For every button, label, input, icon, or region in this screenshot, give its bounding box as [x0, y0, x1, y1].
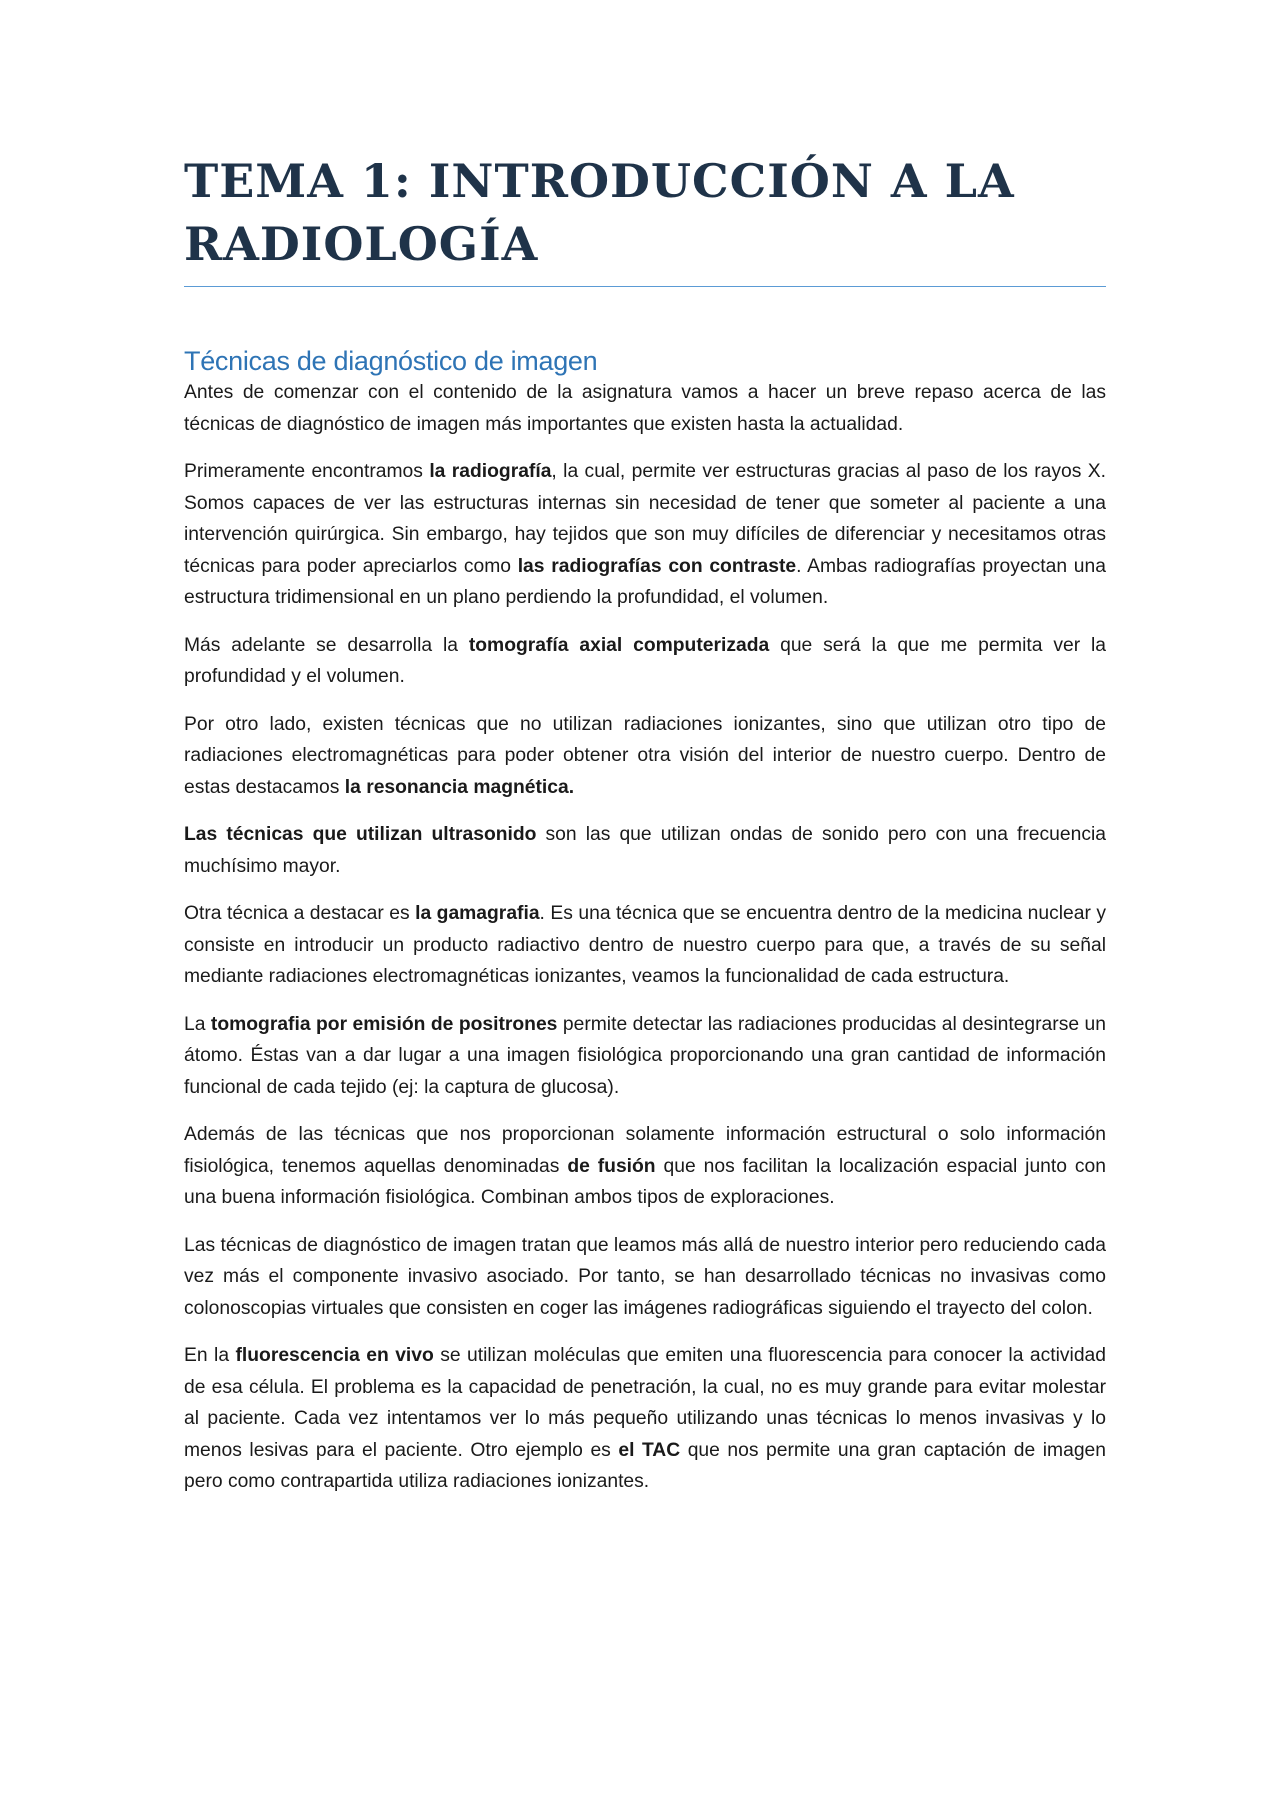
paragraph-intro — [184, 377, 1106, 440]
paragraph-text: Antes de comenzar con el contenido de la asignatura vamos a hacer un breve repaso acerca de las técnicas de diagnóstico de imagen más importantes que existen hasta la actualidad. — [184, 382, 1106, 435]
paragraph-text: La — [184, 1013, 211, 1035]
bold-term: las radiografías con contraste — [517, 555, 797, 577]
paragraph-text: Además de las técnicas que nos proporcionan solamente información estructural o solo información fisiológica, tenemos aquellas denominadas — [184, 1124, 1106, 1177]
paragraph-text: , la cual, permite ver estructuras gracias al paso de los rayos X. Somos capaces de ver las estructuras internas sin necesidad de tener que someter al paciente a una intervención quirúrgica. Sin embargo, hay tejidos que son muy difíciles de diferenciar y necesitamos otras técnicas para poder apreciarlos como — [184, 461, 1106, 577]
paragraph-text: Por otro lado, existen técnicas que no utilizan radiaciones ionizantes, sino que utilizan otro tipo de radiaciones electromagnéticas para poder obtener otra visión del interior de nuestro cuerpo. Dentro de estas destacamos — [184, 713, 1106, 798]
paragraph-text: . Ambas radiografías proyectan una estructura tridimensional en un plano perdiendo la profundidad, el volumen. — [184, 555, 1106, 608]
bold-term: Las técnicas que utilizan ultrasonido — [184, 824, 537, 845]
paragraph-radiografia — [184, 456, 1106, 614]
bold-term: la resonancia magnética. — [344, 776, 575, 798]
paragraph-no-invasivas — [184, 1230, 1106, 1325]
paragraph-text: se utilizan moléculas que emiten una fluorescencia para conocer la actividad de esa célula. El problema es la capacidad de penetración, la cual, no es muy grande para evitar molestar al paciente. Cada vez intentamos ver lo más pequeño utilizando unas técnicas lo menos invasivas y lo menos lesivas para el paciente. Otro ejemplo es — [184, 1345, 1106, 1461]
paragraph-text: . Es una técnica que se encuentra dentro de la medicina nuclear y consiste en introducir un producto radiactivo dentro de nuestro cuerpo para que, a través de su señal mediante radiaciones electromagnéticas ionizantes, veamos la funcionalidad de cada estructura. — [184, 903, 1107, 987]
paragraph-text: permite detectar las radiaciones producidas al desintegrarse un átomo. Éstas van a dar lugar a una imagen fisiológica proporcionando una gran cantidad de información funcional de cada tejido (ej: la captura de glucosa). — [184, 1013, 1106, 1098]
document-page — [184, 150, 1106, 1514]
paragraph-text: que nos facilitan la localización espacial junto con una buena información fisiológica. Combinan ambos tipos de exploraciones. — [184, 1155, 1107, 1208]
paragraph-fluorescencia — [184, 1340, 1106, 1498]
paragraph-resonancia — [184, 709, 1106, 804]
paragraph-text: que nos permite una gran captación de imagen pero como contrapartida utiliza radiaciones ionizantes. — [184, 1439, 1106, 1492]
paragraph-tac — [184, 630, 1106, 693]
section-heading: Técnicas de diagnóstico de imagen — [184, 346, 598, 376]
bold-term: tomografía axial computerizada — [468, 634, 770, 656]
bold-term: fluorescencia en vivo — [235, 1345, 434, 1366]
paragraph-text: son las que utilizan ondas de sonido pero con una frecuencia muchísimo mayor. — [184, 824, 1106, 877]
bold-term: el TAC — [618, 1439, 681, 1461]
paragraph-fusion — [184, 1119, 1106, 1214]
paragraph-text: Primeramente encontramos — [184, 461, 430, 482]
paragraph-pet — [184, 1009, 1106, 1104]
paragraph-text: Más adelante se desarrolla la — [184, 634, 469, 656]
paragraph-text: que será la que me permita ver la profundidad y el volumen. — [184, 634, 1106, 687]
paragraph-text: Las técnicas de diagnóstico de imagen tratan que leamos más allá de nuestro interior pero reduciendo cada vez más el componente invasivo asociado. Por tanto, se han desarrollado técnicas no invasivas como colonoscopias virtuales que consisten en coger las imágenes radiográficas siguiendo el trayecto del colon. — [184, 1234, 1106, 1319]
paragraph-ultrasonido — [184, 819, 1106, 882]
paragraph-text: En la — [184, 1345, 236, 1366]
paragraph-gamagrafia — [184, 898, 1106, 993]
bold-term: de fusión — [567, 1155, 656, 1177]
bold-term: tomografia por emisión de positrones — [210, 1013, 558, 1035]
bold-term: la radiografía — [429, 461, 552, 482]
paragraph-text: Otra técnica a destacar es — [184, 903, 416, 924]
document-title: TEMA 1: INTRODUCCIÓN A LA RADIOLOGÍA — [184, 150, 1106, 287]
bold-term: la gamagrafia — [415, 903, 540, 924]
